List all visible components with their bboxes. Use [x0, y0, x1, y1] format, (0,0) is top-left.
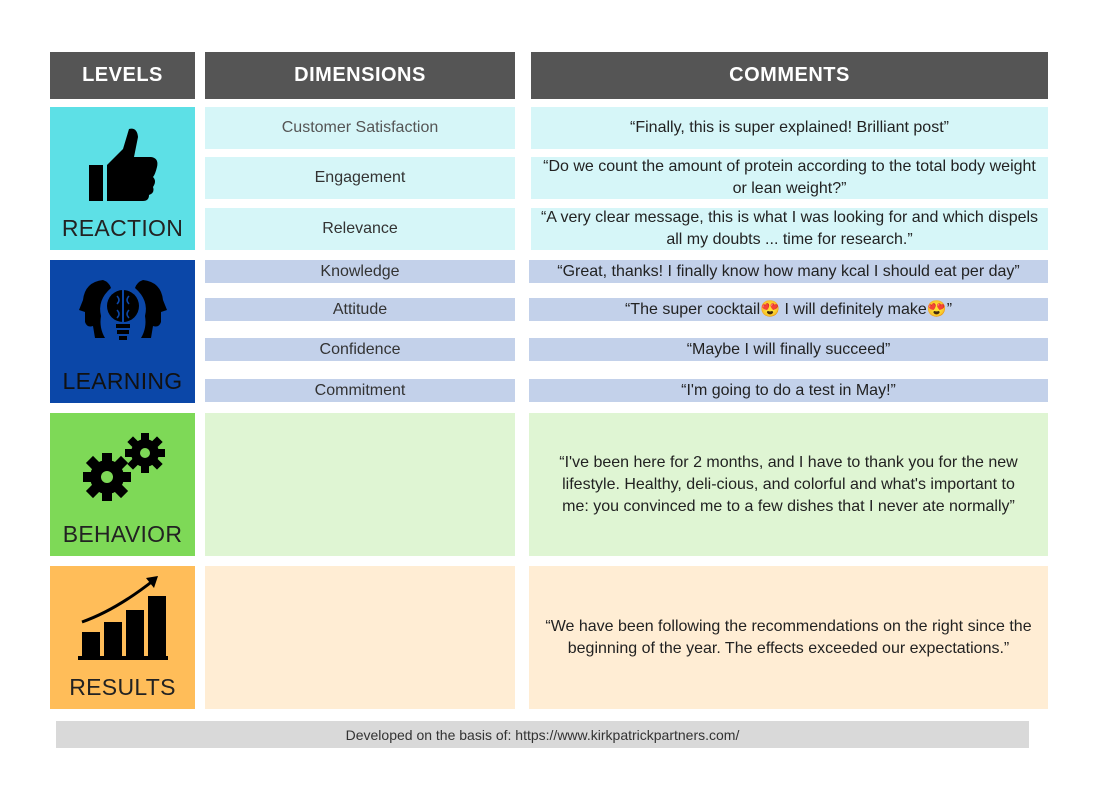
dimension-cell: Confidence	[205, 338, 515, 361]
comment-cell: “We have been following the recommendations on the right since the beginning of the year. The effects exceeded our expectations.”	[529, 566, 1048, 709]
header-dimensions: DIMENSIONS	[205, 52, 515, 99]
comment-cell: “Great, thanks! I finally know how many kcal I should eat per day”	[529, 260, 1048, 283]
level-label: LEARNING	[62, 368, 183, 394]
level-behavior	[50, 413, 195, 556]
level-label: BEHAVIOR	[62, 521, 183, 547]
dimension-cell: Engagement	[205, 157, 515, 199]
level-reaction	[50, 107, 195, 250]
dimension-cell-empty	[205, 413, 515, 556]
dimension-cell: Commitment	[205, 379, 515, 402]
comment-cell: “A very clear message, this is what I was looking for and which dispels all my doubts ... time for research.”	[531, 208, 1048, 250]
thumbs-up-icon	[85, 127, 161, 205]
dimension-cell-empty	[205, 566, 515, 709]
level-label: REACTION	[61, 215, 184, 241]
comment-cell: “I've been here for 2 months, and I have to thank you for the new lifestyle. Healthy, deli-cious, and colorful and what's important to me: you convinced me to a few dishes that I never ate normally”	[529, 413, 1048, 556]
source-footer: Developed on the basis of: https://www.kirkpatrickpartners.com/	[56, 721, 1029, 748]
comment-cell: “I'm going to do a test in May!”	[529, 379, 1048, 402]
comment-cell: “Maybe I will finally succeed”	[529, 338, 1048, 361]
comment-cell: “The super cocktail😍 I will definitely make😍”	[529, 298, 1048, 321]
dimension-cell: Customer Satisfaction	[205, 107, 515, 149]
comment-cell: “Finally, this is super explained! Brilliant post”	[531, 107, 1048, 149]
dimension-cell: Attitude	[205, 298, 515, 321]
gears-icon	[73, 431, 173, 505]
head-lightbulb-icon	[77, 276, 169, 348]
dimension-cell: Relevance	[205, 208, 515, 250]
level-learning	[50, 260, 195, 403]
header-levels: LEVELS	[50, 52, 195, 99]
growth-chart-icon	[76, 574, 170, 664]
dimension-cell: Knowledge	[205, 260, 515, 283]
header-comments: COMMENTS	[531, 52, 1048, 99]
level-label: RESULTS	[69, 674, 176, 700]
comment-cell: “Do we count the amount of protein according to the total body weight or lean weight?”	[531, 157, 1048, 199]
level-results	[50, 566, 195, 709]
